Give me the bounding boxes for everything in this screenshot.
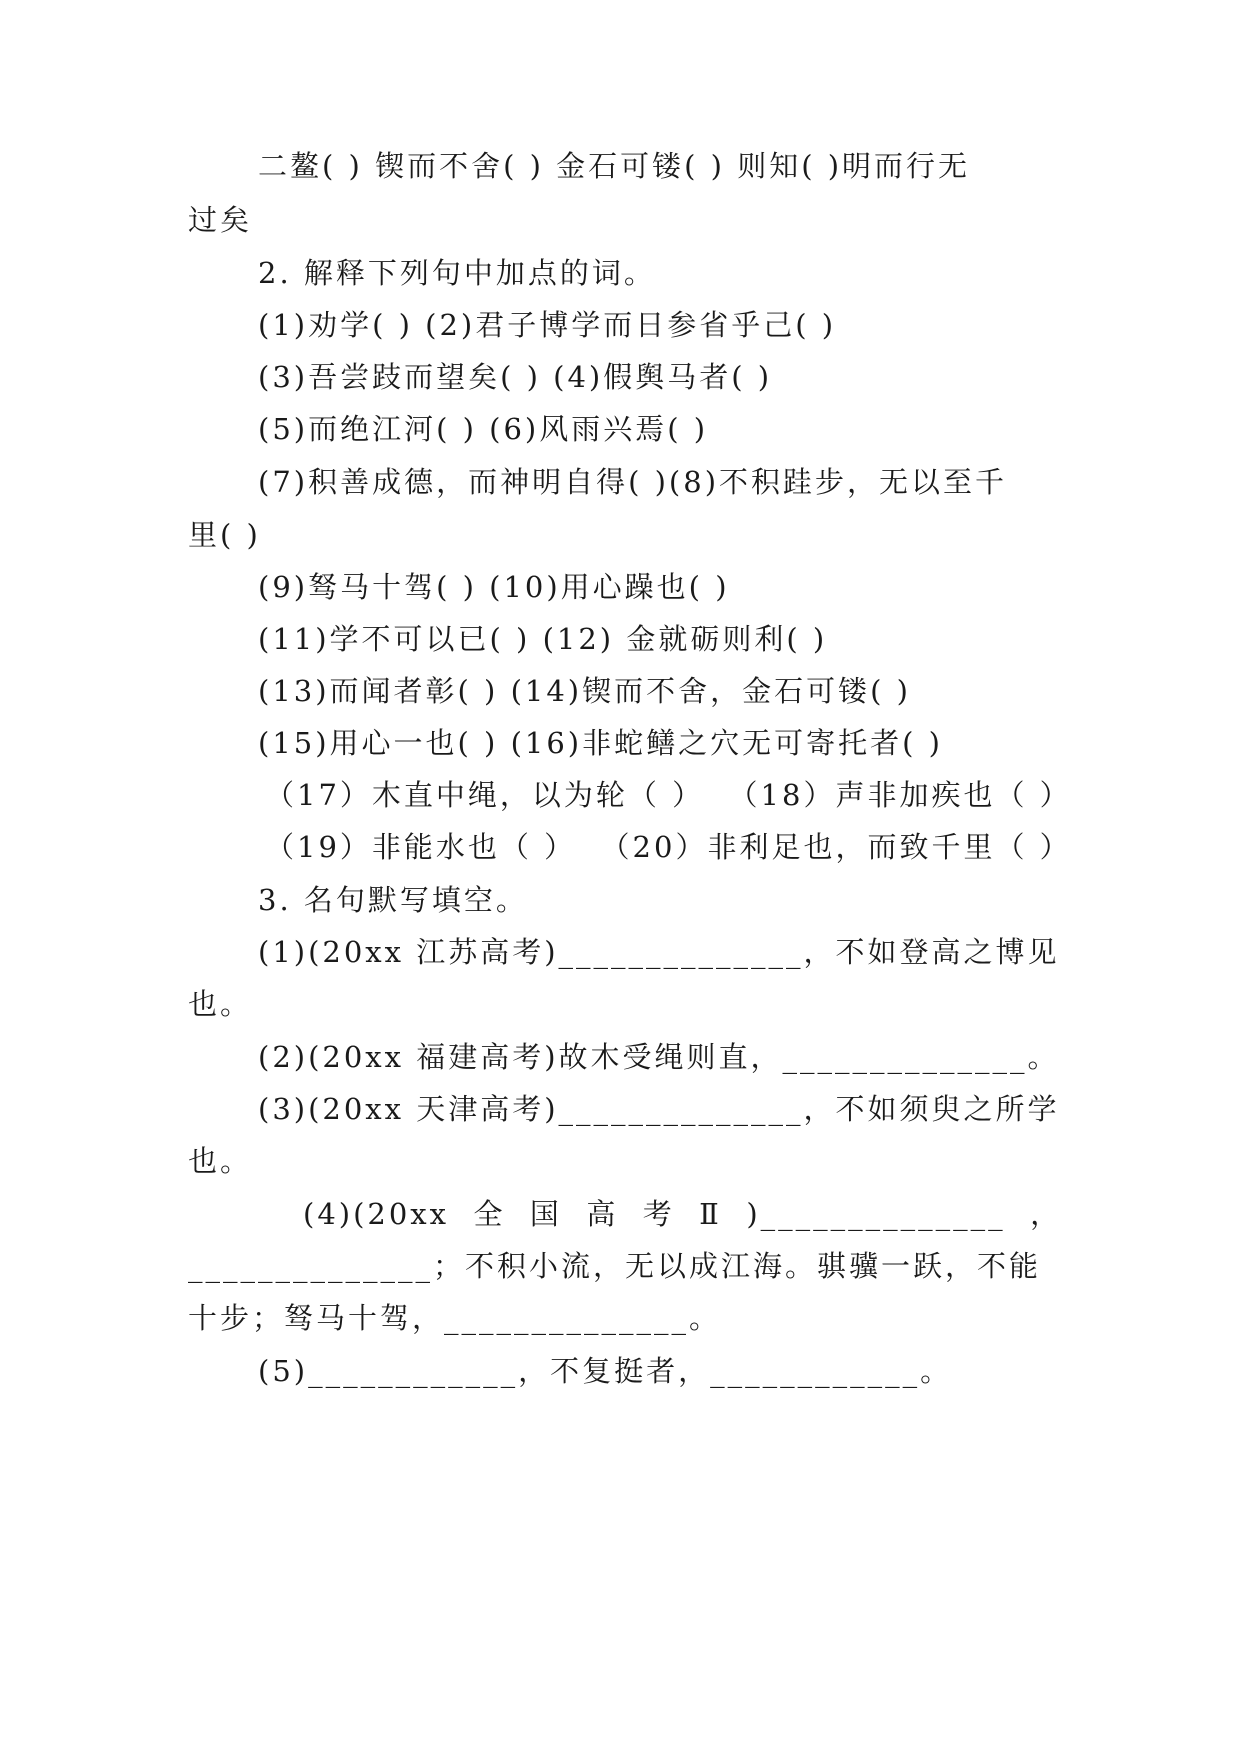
text-line: （19）非能水也（ ） （20）非利足也，而致千里（ ）	[265, 830, 1072, 864]
section-heading: 2. 解释下列句中加点的词。	[258, 256, 656, 290]
text-line: (4)(20xx 全 国 高 考 Ⅱ )______________ ，	[303, 1197, 1063, 1231]
text-line: (13)而闻者彰( ) (14)锲而不舍，金石可镂( )	[258, 674, 911, 708]
text-line: (5)____________，不复挺者，____________。	[258, 1354, 953, 1388]
text-line: 二鳌( ) 锲而不舍( ) 金石可镂( ) 则知( )明而行无	[258, 149, 971, 183]
text-line: (5)而绝江河( ) (6)风雨兴焉( )	[258, 412, 709, 446]
text-line: (2)(20xx 福建高考)故木受绳则直，______________。	[258, 1040, 1060, 1074]
text-line: (9)驽马十驾( ) (10)用心躁也( )	[258, 570, 730, 604]
text-line: 十步；驽马十驾，______________。	[188, 1301, 722, 1335]
text-line: （17）木直中绳，以为轮（ ） （18）声非加疾也（ ）	[265, 778, 1072, 812]
text-line: ______________；不积小流，无以成江海。骐骥一跃，不能	[188, 1249, 1042, 1283]
text-line: 也。	[188, 1144, 253, 1178]
text-line: (3)(20xx 天津高考)______________，不如须臾之所学	[258, 1092, 1060, 1126]
text-line: (7)积善成德，而神明自得( )(8)不积跬步，无以至千	[258, 465, 1008, 499]
text-line: (3)吾尝跂而望矣( ) (4)假舆马者( )	[258, 360, 773, 394]
text-line: (1)劝学( ) (2)君子博学而日参省乎己( )	[258, 308, 837, 342]
text-line: (1)(20xx 江苏高考)______________，不如登高之博见	[258, 935, 1060, 969]
text-line: 也。	[188, 987, 253, 1021]
text-line: 过矣	[188, 203, 253, 237]
section-heading: 3. 名句默写填空。	[258, 883, 528, 917]
text-line: (15)用心一也( ) (16)非蛇鳝之穴无可寄托者( )	[258, 726, 943, 760]
text-line: 里( )	[188, 518, 261, 552]
text-line: (11)学不可以已( ) (12) 金就砺则利( )	[258, 622, 828, 656]
